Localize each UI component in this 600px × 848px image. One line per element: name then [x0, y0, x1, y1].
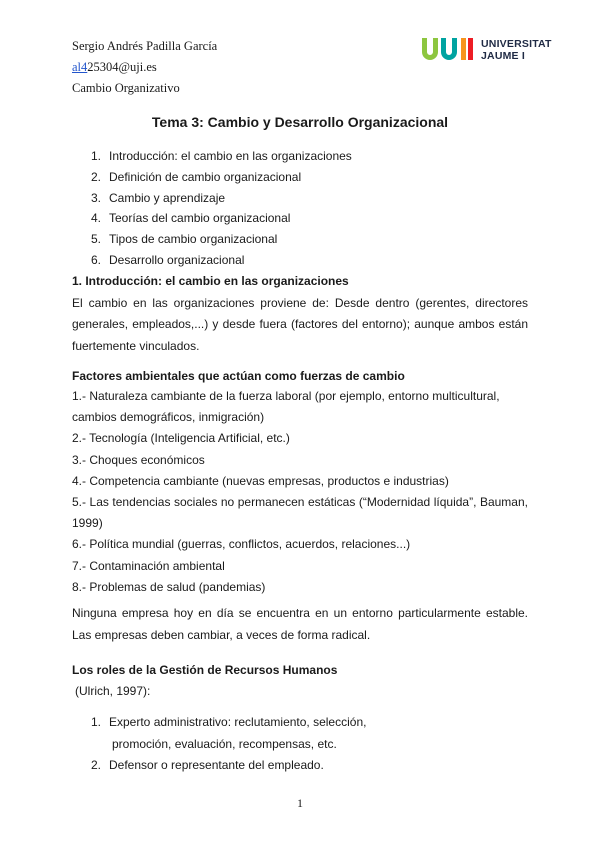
section-paragraph: El cambio en las organizaciones proviene de: Desde dentro (gerentes, directores generales, empleados,...) y desde fuera (factores del entorno); aunque ambos están fuertemente vinculados. — [72, 295, 528, 353]
logo-line-2: JAUME I — [481, 50, 525, 62]
toc-item: 1. Introducción: el cambio en las organizaciones — [91, 149, 352, 163]
logo-letter-j — [441, 38, 457, 60]
logo-text — [481, 38, 552, 62]
list-item: 1.- Naturaleza cambiante de la fuerza laboral (por ejemplo, entorno multicultural, cambios demográficos, inmigración) — [72, 389, 500, 425]
list-item-continuation: promoción, evaluación, recompensas, etc. — [112, 736, 337, 751]
logo-letter-i-left — [461, 38, 466, 60]
page-number: 1 — [297, 796, 303, 810]
list-item: 7.- Contaminación ambiental — [72, 558, 225, 573]
list-item: 3.- Choques económicos — [72, 452, 205, 467]
document-header — [72, 36, 217, 99]
university-logo — [421, 36, 566, 64]
author-name: Sergio Andrés Padilla García — [72, 39, 218, 53]
list-item: 1. Experto administrativo: reclutamiento, selección, — [91, 715, 367, 729]
section-introduction — [72, 271, 528, 357]
list-item: 6.- Política mundial (guerras, conflictos, acuerdos, relaciones...) — [72, 537, 411, 552]
toc-item: 6. Desarrollo organizacional — [91, 252, 245, 267]
logo-letter-i-right — [468, 38, 473, 60]
email-domain: 25304@uji.es — [87, 60, 157, 74]
page-title: Tema 3: Cambio y Desarrollo Organizacional — [151, 114, 449, 130]
list-item: 2.- Tecnología (Inteligencia Artificial, etc.) — [72, 431, 290, 446]
section-heading: 1. Introducción: el cambio en las organizaciones — [72, 274, 349, 288]
uji-logo-icon — [421, 36, 477, 64]
course-name: Cambio Organizativo — [72, 81, 180, 95]
toc-item: 4. Teorías del cambio organizacional — [91, 211, 291, 226]
roles-list — [91, 712, 366, 777]
logo-letter-u — [422, 38, 438, 60]
forces-list — [72, 386, 528, 598]
toc-item: 5. Tipos de cambio organizacional — [91, 232, 278, 247]
roles-heading: Los roles de la Gestión de Recursos Humanos — [72, 663, 338, 677]
list-item: 8.- Problemas de salud (pandemias) — [72, 579, 266, 594]
toc-item: 3. Cambio y aprendizaje — [91, 190, 226, 205]
logo-line-1: UNIVERSITAT — [481, 38, 552, 50]
list-item: 2. Defensor o representante del empleado. — [91, 758, 324, 772]
author-email — [72, 57, 217, 78]
table-of-contents — [91, 146, 352, 271]
email-link[interactable]: al4 — [72, 60, 88, 74]
roles-subheading: (Ulrich, 1997): — [75, 684, 151, 698]
stability-paragraph: Ninguna empresa hoy en día se encuentra en un entorno particularmente estable. Las empresas deben cambiar, a veces de forma radical. — [72, 606, 528, 642]
toc-item: 2. Definición de cambio organizacional — [91, 169, 302, 184]
list-item: 5.- Las tendencias sociales no permanecen estáticas (“Modernidad líquida”, Bauman, 1999) — [72, 495, 528, 531]
list-item: 4.- Competencia cambiante (nuevas empresas, productos e industrias) — [72, 473, 449, 488]
forces-heading: Factores ambientales que actúan como fuerzas de cambio — [72, 369, 405, 383]
